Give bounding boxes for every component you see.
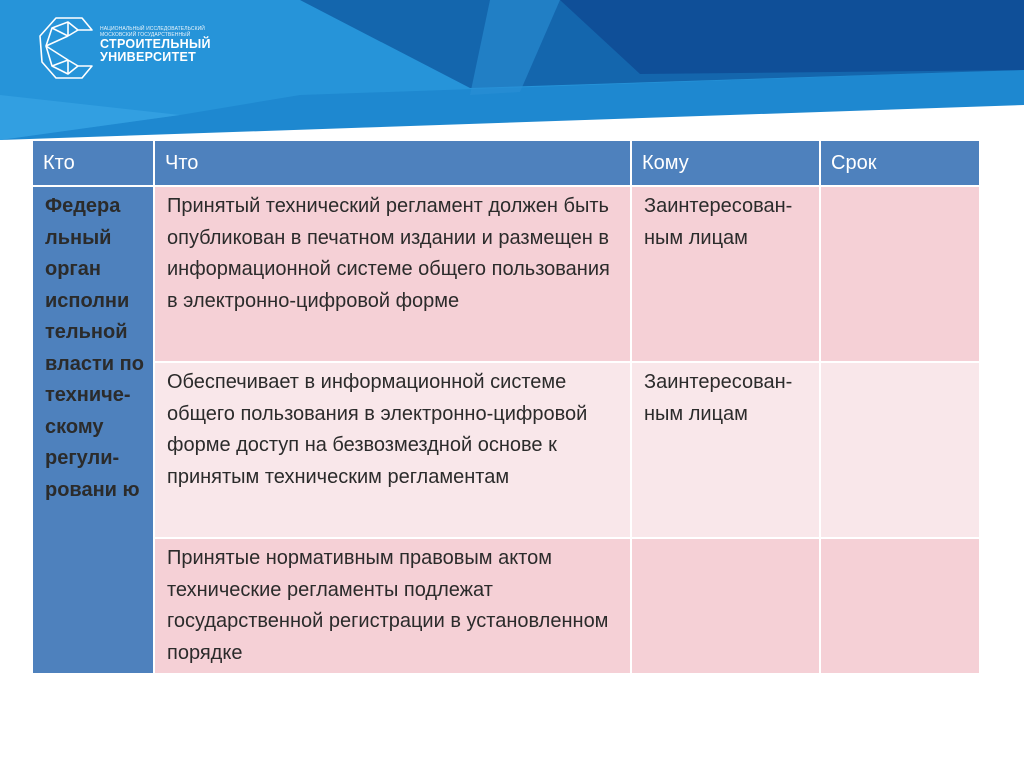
to-whom-cell: Заинтересован- ным лицам (631, 186, 820, 362)
table-header-row (32, 140, 980, 186)
to-whom-cell (631, 538, 820, 674)
table-row (32, 538, 980, 674)
regulation-table (31, 139, 981, 675)
table-row (32, 362, 980, 538)
university-logo (38, 16, 238, 86)
term-cell (820, 186, 980, 362)
to-whom-cell: Заинтересован- ным лицам (631, 362, 820, 538)
who-cell: Федера льный орган исполни тельной власти по техниче- скому регули- ровани ю (32, 186, 154, 674)
header-to-whom: Кому (631, 140, 820, 186)
term-cell (820, 362, 980, 538)
logo-title-1: СТРОИТЕЛЬНЫЙ (100, 37, 211, 51)
logo-subtitle-2: МОСКОВСКИЙ ГОСУДАРСТВЕННЫЙ (100, 32, 191, 38)
header-what: Что (154, 140, 631, 186)
what-cell: Обеспечивает в информационной системе общего пользования в электронно-цифровой форме доступ на безвозмездной основе к принятым техническим регламентам (154, 362, 631, 538)
logo-subtitle-1: НАЦИОНАЛЬНЫЙ ИССЛЕДОВАТЕЛЬСКИЙ (100, 26, 205, 32)
term-cell (820, 538, 980, 674)
logo-icon (38, 16, 96, 80)
what-cell: Принятый технический регламент должен быть опубликован в печатном издании и размещен в информационной системе общего пользования в электронно-цифровой форме (154, 186, 631, 362)
logo-title-2: УНИВЕРСИТЕТ (100, 50, 197, 64)
header-who: Кто (32, 140, 154, 186)
table-row (32, 186, 980, 362)
what-cell: Принятые нормативным правовым актом технические регламенты подлежат государственной регистрации в установленном порядке (154, 538, 631, 674)
header-term: Срок (820, 140, 980, 186)
